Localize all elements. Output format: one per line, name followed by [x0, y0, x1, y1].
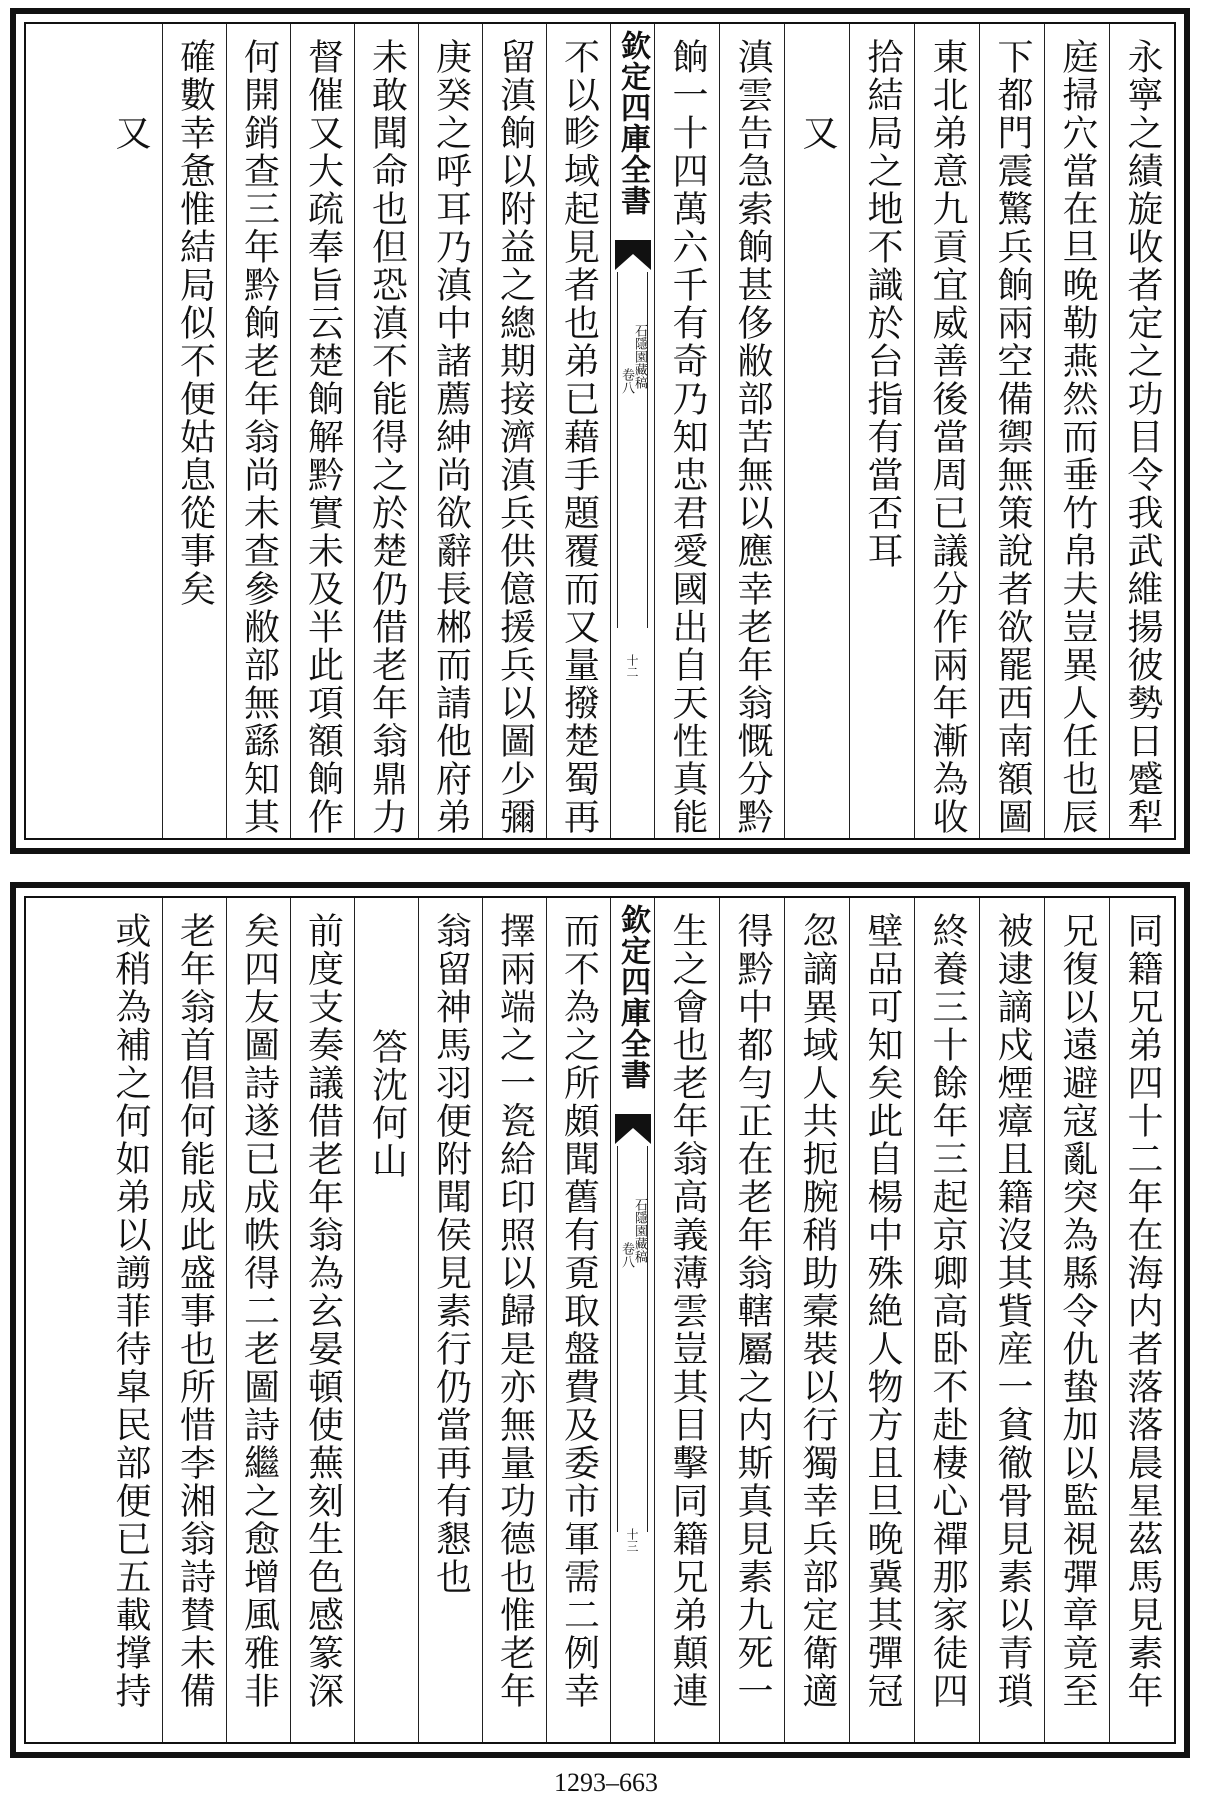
text-column: 留滇餉以附益之總期接濟滇兵供億援兵以圖少彌: [482, 24, 546, 838]
center-gutter: [610, 898, 654, 1742]
text-column: 東北弟意九貢宜威善後當周已議分作兩年漸為收: [914, 24, 979, 838]
collection-title: 石隱園藏稿: [632, 324, 647, 389]
text-column: 得黔中都勻正在老年翁轄屬之内斯真見素九死一: [719, 898, 784, 1742]
bottom-page-text-block: [24, 896, 1176, 1744]
text-column: 忽謫異域人共扼腕稍助槖裝以行獨幸兵部定衛適: [784, 898, 849, 1742]
text-column: 前度支奏議借老年翁為玄晏頓使蕪刻生色感篆深: [290, 898, 354, 1742]
fishtail-mark-icon: [615, 240, 651, 270]
text-column: 而不為之所頗聞舊有覔取盤費及委市軍需二例幸: [546, 898, 610, 1742]
text-column: 餉一十四萬六千有奇乃知忠君愛國出自天性真能: [654, 24, 719, 838]
letter-heading: 答沈何山: [354, 898, 418, 1742]
center-gutter: [610, 24, 654, 838]
page-number: 十三: [625, 1528, 639, 1552]
text-column: 庭掃穴當在旦晚勒燕然而垂竹帛夫豈異人任也辰: [1044, 24, 1109, 838]
text-column: 滇雲告急索餉甚侈敝部苦無以應幸老年翁慨分黔: [719, 24, 784, 838]
scan-page-number: 1293–663: [554, 1768, 658, 1797]
text-column: 擇兩端之一瓷給印照以歸是亦無量功德也惟老年: [482, 898, 546, 1742]
text-column: 生之會也老年翁高義薄雲豈其目擊同籍兄弟顛連: [654, 898, 719, 1742]
chapter-label: 卷八: [619, 368, 634, 394]
text-column: 或稍為補之何如弟以謭菲待皐民部便已五載撑持: [110, 912, 151, 1710]
section-marker: 又: [110, 114, 151, 152]
text-column: 庚癸之呼耳乃滇中諸薦紳尚欲辭長郴而請他府弟: [418, 24, 482, 838]
fishtail-mark-icon: [615, 1114, 651, 1144]
text-column: 兄復以遠避寇亂突為縣令仇蛰加以監視彈章竟至: [1044, 898, 1109, 1742]
series-title: 欽定四庫全書: [615, 30, 650, 216]
top-page-frame: [10, 8, 1190, 854]
text-column: 未敢聞命也但恐滇不能得之於楚仍借老年翁鼎力: [354, 24, 418, 838]
text-column: 不以畛域起見者也弟已藉手題覆而又量撥楚蜀再: [546, 24, 610, 838]
text-column: 拾結局之地不識於台指有當否耳: [849, 24, 914, 838]
text-column: 何開銷查三年黔餉老年翁尚未查參敝部無繇知其: [226, 24, 290, 838]
text-column: 終養三十餘年三起京卿高卧不赴棲心禪那家徒四: [914, 898, 979, 1742]
section-marker: 又: [784, 24, 849, 838]
bottom-page-frame: [10, 882, 1190, 1758]
text-column: 確數幸惫惟結局似不便姑息從事矣: [162, 24, 226, 838]
collection-title: 石隱園藏稿: [632, 1198, 647, 1263]
series-title: 欽定四庫全書: [615, 904, 650, 1090]
top-page-text-block: [24, 22, 1176, 840]
text-column: 矣四友圖詩遂已成帙得二老圖詩繼之愈增風雅非: [226, 898, 290, 1742]
text-column: 督催又大疏奉旨云楚餉解黔實未及半此項額餉作: [290, 24, 354, 838]
chapter-label: 卷八: [619, 1242, 634, 1268]
text-column: 同籍兄弟四十二年在海内者落落晨星茲馬見素年: [1109, 898, 1174, 1742]
text-column: 翁留神馬羽便附聞侯見素行仍當再有懇也: [418, 898, 482, 1742]
text-column: 被逮謫戍煙瘴且籍沒其貲産一貧徹骨見素以青瑣: [979, 898, 1044, 1742]
text-column: 老年翁首倡何能成此盛事也所惜李湘翁詩賛未備: [162, 898, 226, 1742]
text-column: 壁品可知矣此自楊中殊絶人物方且旦晚冀其彈冠: [849, 898, 914, 1742]
page-number: 十二: [625, 654, 639, 678]
text-column: 下都門震驚兵餉兩空備禦無策說者欲罷西南額圖: [979, 24, 1044, 838]
text-column: 永寧之績旋收者定之功目令我武維揚彼勢日蹙犁: [1109, 24, 1174, 838]
